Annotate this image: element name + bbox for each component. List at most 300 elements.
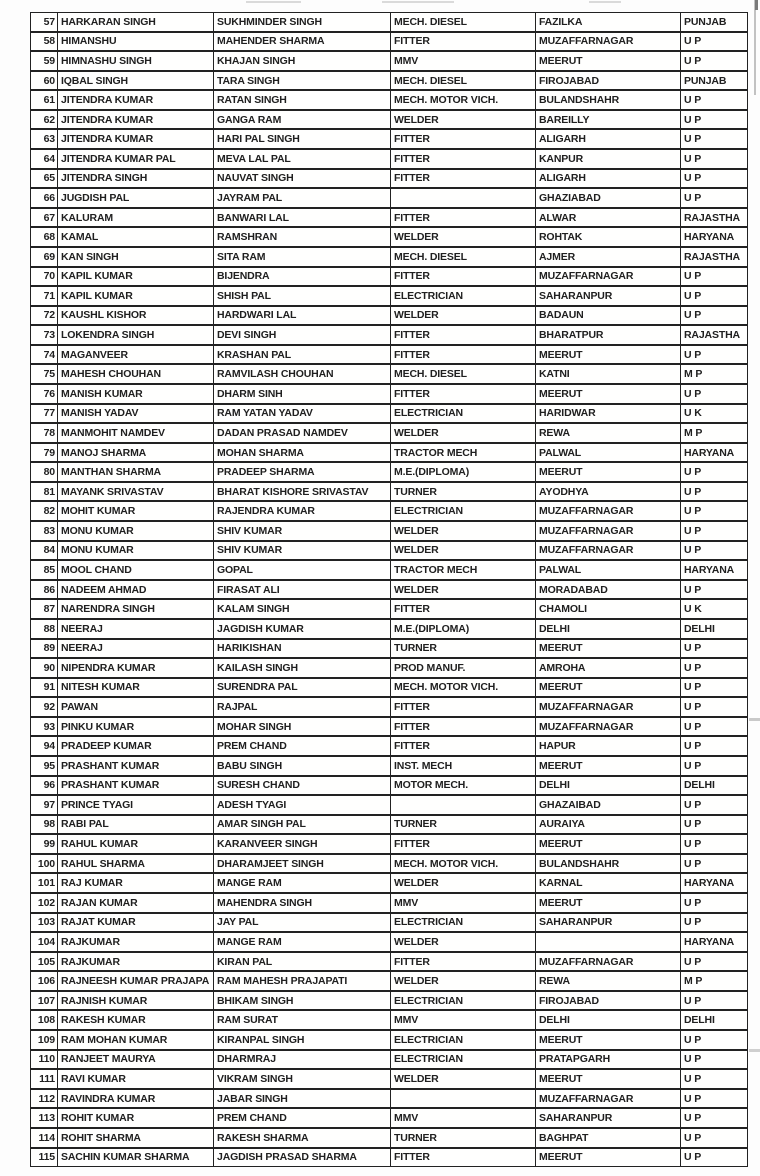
candidate-name-cell: RAKESH KUMAR: [58, 1011, 214, 1029]
father-name-cell: JAY PAL: [214, 914, 391, 932]
state-cell: U P: [684, 994, 702, 1007]
father-name-cell: RAM MAHESH PRAJAPATI: [214, 972, 391, 990]
father-name-cell: BIJENDRA: [214, 268, 391, 286]
candidate-name-cell: SACHIN KUMAR SHARMA: [58, 1149, 214, 1167]
serial-number-cell: 102: [31, 894, 58, 912]
trade-cell: FITTER: [391, 268, 536, 286]
father-name-cell: RATAN SINGH: [214, 91, 391, 109]
candidate-name-cell: LOKENDRA SINGH: [58, 326, 214, 344]
trade-cell: WELDER: [391, 1070, 536, 1088]
table-row: [30, 1089, 748, 1109]
father-name-cell: SURESH CHAND: [214, 777, 391, 795]
trade-cell: FITTER: [391, 600, 536, 618]
table-row: [30, 952, 748, 972]
candidate-name-cell: MAYANK SRIVASTAV: [58, 483, 214, 501]
candidate-name-cell: JITENDRA KUMAR: [58, 111, 214, 129]
trade-cell: WELDER: [391, 424, 536, 442]
serial-number-cell: 86: [31, 581, 58, 599]
city-cell: SAHARANPUR: [536, 287, 681, 305]
scan-artifact-top-dash: [589, 1, 621, 3]
table-row: [30, 32, 748, 52]
father-name-cell: KRASHAN PAL: [214, 346, 391, 364]
candidate-name-cell: MANOJ SHARMA: [58, 444, 214, 462]
serial-number-cell: 59: [31, 52, 58, 70]
trade-cell: FITTER: [391, 737, 536, 755]
state-cell: HARYANA: [684, 877, 735, 890]
serial-number-cell: 81: [31, 483, 58, 501]
city-cell: HAPUR: [536, 737, 681, 755]
city-cell: BADAUN: [536, 307, 681, 325]
father-name-cell: RAJPAL: [214, 698, 391, 716]
state-cell: U P: [684, 1053, 702, 1066]
serial-number-cell: 112: [31, 1090, 58, 1108]
city-cell: MEERUT: [536, 679, 681, 697]
state-cell: M P: [684, 368, 703, 381]
city-cell: GHAZAIBAD: [536, 796, 681, 814]
serial-number-cell: 64: [31, 150, 58, 168]
city-cell: DELHI: [536, 1011, 681, 1029]
trade-cell: ELECTRICIAN: [391, 1051, 536, 1069]
trade-cell: WELDER: [391, 228, 536, 246]
trade-cell: WELDER: [391, 972, 536, 990]
father-name-cell: HARDWARI LAL: [214, 307, 391, 325]
serial-number-cell: 87: [31, 600, 58, 618]
father-name-cell: BHARAT KISHORE SRIVASTAV: [214, 483, 391, 501]
state-cell: U P: [684, 583, 702, 596]
father-name-cell: RAM SURAT: [214, 1011, 391, 1029]
city-cell: PALWAL: [536, 444, 681, 462]
state-cell: U P: [684, 1073, 702, 1085]
trade-cell: FITTER: [391, 385, 536, 403]
candidate-name-cell: RAJKUMAR: [58, 933, 214, 951]
father-name-cell: DHARM SINH: [214, 385, 391, 403]
father-name-cell: ADESH TYAGI: [214, 796, 391, 814]
candidate-name-cell: HIMNASHU SINGH: [58, 52, 214, 70]
trade-cell: MECH. DIESEL: [391, 365, 536, 383]
trade-cell: FITTER: [391, 835, 536, 853]
city-cell: MUZAFFARNAGAR: [536, 268, 681, 286]
city-cell: MUZAFFARNAGAR: [536, 698, 681, 716]
candidate-name-cell: MANISH YADAV: [58, 405, 214, 423]
trade-cell: FITTER: [391, 326, 536, 344]
father-name-cell: BABU SINGH: [214, 757, 391, 775]
trade-cell: WELDER: [391, 874, 536, 892]
city-cell: MUZAFFARNAGAR: [536, 522, 681, 540]
serial-number-cell: 61: [31, 91, 58, 109]
state-cell: U P: [684, 661, 702, 674]
table-row: [30, 658, 748, 678]
city-cell: AJMER: [536, 248, 681, 266]
table-row: [30, 51, 748, 71]
father-name-cell: RAM YATAN YADAV: [214, 405, 391, 423]
serial-number-cell: 77: [31, 405, 58, 423]
city-cell: SAHARANPUR: [536, 1109, 681, 1127]
city-cell: BAREILLY: [536, 111, 681, 129]
trade-cell: MECH. DIESEL: [391, 72, 536, 90]
serial-number-cell: 79: [31, 444, 58, 462]
table-row: [30, 1148, 748, 1168]
trade-cell: ELECTRICIAN: [391, 1031, 536, 1049]
father-name-cell: RAMVILASH CHOUHAN: [214, 365, 391, 383]
candidate-name-cell: JITENDRA SINGH: [58, 170, 214, 188]
trade-cell: FITTER: [391, 1149, 536, 1167]
table-row: [30, 541, 748, 561]
candidate-name-cell: HARKARAN SINGH: [58, 13, 214, 31]
state-cell: U P: [684, 955, 702, 968]
state-cell: U P: [684, 309, 702, 322]
candidate-name-cell: RAJ KUMAR: [58, 874, 214, 892]
state-cell: U P: [684, 740, 702, 753]
city-cell: MEERUT: [536, 894, 681, 912]
table-row: [30, 169, 748, 189]
state-cell: U P: [684, 35, 702, 48]
table-row: [30, 1108, 748, 1128]
table-row: [30, 599, 748, 619]
state-cell: HARYANA: [684, 563, 735, 576]
candidate-name-cell: RANJEET MAURYA: [58, 1051, 214, 1069]
father-name-cell: RAMSHRAN: [214, 228, 391, 246]
candidate-name-cell: RAJKUMAR: [58, 953, 214, 971]
table-row: [30, 736, 748, 756]
candidate-name-cell: RAJAN KUMAR: [58, 894, 214, 912]
candidate-name-cell: MOOL CHAND: [58, 561, 214, 579]
serial-number-cell: 63: [31, 130, 58, 148]
trade-cell: TURNER: [391, 640, 536, 658]
candidate-name-cell: MONU KUMAR: [58, 522, 214, 540]
state-cell: U P: [684, 387, 702, 400]
state-cell: RAJASTHA: [684, 329, 740, 342]
father-name-cell: KALAM SINGH: [214, 600, 391, 618]
serial-number-cell: 104: [31, 933, 58, 951]
state-cell: U P: [684, 1131, 702, 1144]
serial-number-cell: 107: [31, 992, 58, 1010]
table-row: [30, 717, 748, 737]
serial-number-cell: 62: [31, 111, 58, 129]
table-row: [30, 776, 748, 796]
trade-cell: ELECTRICIAN: [391, 287, 536, 305]
state-cell: U P: [684, 1112, 702, 1125]
father-name-cell: JABAR SINGH: [214, 1090, 391, 1108]
father-name-cell: SHISH PAL: [214, 287, 391, 305]
state-cell: DELHI: [684, 779, 715, 792]
candidate-name-cell: MAGANVEER: [58, 346, 214, 364]
table-row: [30, 149, 748, 169]
trade-cell: MECH. MOTOR VICH.: [391, 679, 536, 697]
city-cell: HARIDWAR: [536, 405, 681, 423]
trade-cell: TURNER: [391, 816, 536, 834]
state-cell: PUNJAB: [684, 74, 727, 87]
trade-cell: [391, 796, 536, 814]
city-cell: MEERUT: [536, 835, 681, 853]
state-cell: U P: [684, 172, 702, 185]
state-cell: DELHI: [684, 622, 715, 635]
candidate-name-cell: JITENDRA KUMAR PAL: [58, 150, 214, 168]
trade-cell: MECH. MOTOR VICH.: [391, 855, 536, 873]
table-row: [30, 129, 748, 149]
city-cell: MUZAFFARNAGAR: [536, 33, 681, 51]
candidate-name-cell: IQBAL SINGH: [58, 72, 214, 90]
candidate-name-cell: RABI PAL: [58, 816, 214, 834]
trade-cell: FITTER: [391, 209, 536, 227]
candidate-name-cell: HIMANSHU: [58, 33, 214, 51]
scan-artifact-top-dash: [382, 1, 454, 3]
trade-cell: TURNER: [391, 483, 536, 501]
father-name-cell: GOPAL: [214, 561, 391, 579]
state-cell: U P: [684, 759, 702, 772]
table-row: [30, 795, 748, 815]
father-name-cell: HARI PAL SINGH: [214, 130, 391, 148]
table-row: [30, 404, 748, 424]
trade-cell: MECH. DIESEL: [391, 13, 536, 31]
city-cell: REWA: [536, 424, 681, 442]
city-cell: AMROHA: [536, 659, 681, 677]
father-name-cell: PRADEEP SHARMA: [214, 463, 391, 481]
candidate-name-cell: MONU KUMAR: [58, 542, 214, 560]
serial-number-cell: 67: [31, 209, 58, 227]
city-cell: CHAMOLI: [536, 600, 681, 618]
father-name-cell: PREM CHAND: [214, 1109, 391, 1127]
state-cell: U P: [684, 152, 702, 165]
father-name-cell: SURENDRA PAL: [214, 679, 391, 697]
state-cell: U P: [684, 1033, 702, 1046]
trade-cell: WELDER: [391, 933, 536, 951]
city-cell: AYODHYA: [536, 483, 681, 501]
table-row: [30, 1128, 748, 1148]
city-cell: ROHTAK: [536, 228, 681, 246]
city-cell: AURAIYA: [536, 816, 681, 834]
trade-cell: TURNER: [391, 1129, 536, 1147]
city-cell: MUZAFFARNAGAR: [536, 718, 681, 736]
city-cell: DELHI: [536, 777, 681, 795]
trade-cell: MOTOR MECH.: [391, 777, 536, 795]
table-row: [30, 227, 748, 247]
candidate-name-cell: ROHIT KUMAR: [58, 1109, 214, 1127]
state-cell: U P: [684, 54, 702, 67]
trade-cell: FITTER: [391, 953, 536, 971]
trade-cell: FITTER: [391, 718, 536, 736]
serial-number-cell: 106: [31, 972, 58, 990]
father-name-cell: BANWARI LAL: [214, 209, 391, 227]
table-row: [30, 501, 748, 521]
city-cell: MEERUT: [536, 640, 681, 658]
father-name-cell: HARIKISHAN: [214, 640, 391, 658]
candidate-name-cell: NITESH KUMAR: [58, 679, 214, 697]
candidate-name-cell: RAM MOHAN KUMAR: [58, 1031, 214, 1049]
serial-number-cell: 68: [31, 228, 58, 246]
trade-cell: M.E.(DIPLOMA): [391, 463, 536, 481]
table-row: [30, 286, 748, 306]
city-cell: SAHARANPUR: [536, 914, 681, 932]
serial-number-cell: 80: [31, 463, 58, 481]
trade-cell: INST. MECH: [391, 757, 536, 775]
table-row: [30, 834, 748, 854]
serial-number-cell: 83: [31, 522, 58, 540]
father-name-cell: MANGE RAM: [214, 933, 391, 951]
state-cell: U P: [684, 466, 702, 479]
father-name-cell: MAHENDRA SINGH: [214, 894, 391, 912]
state-cell: PUNJAB: [684, 15, 727, 28]
serial-number-cell: 82: [31, 502, 58, 520]
candidate-name-cell: KAMAL: [58, 228, 214, 246]
state-cell: U P: [684, 524, 702, 537]
candidate-name-cell: RAJNEESH KUMAR PRAJAPA: [58, 972, 214, 990]
table-row: [30, 247, 748, 267]
state-cell: RAJASTHA: [684, 250, 740, 263]
table-row: [30, 267, 748, 287]
scan-artifact-right-dash: [749, 1049, 760, 1052]
serial-number-cell: 57: [31, 13, 58, 31]
serial-number-cell: 98: [31, 816, 58, 834]
trade-cell: MMV: [391, 1011, 536, 1029]
trade-cell: TRACTOR MECH: [391, 561, 536, 579]
table-row: [30, 364, 748, 384]
serial-number-cell: 70: [31, 268, 58, 286]
candidate-name-cell: NADEEM AHMAD: [58, 581, 214, 599]
serial-number-cell: 113: [31, 1109, 58, 1127]
serial-number-cell: 71: [31, 287, 58, 305]
table-row: [30, 384, 748, 404]
table-row: [30, 482, 748, 502]
table-row: [30, 560, 748, 580]
city-cell: MEERUT: [536, 463, 681, 481]
city-cell: MUZAFFARNAGAR: [536, 502, 681, 520]
candidate-name-cell: JITENDRA KUMAR: [58, 130, 214, 148]
city-cell: MEERUT: [536, 385, 681, 403]
city-cell: MEERUT: [536, 1149, 681, 1167]
trade-cell: WELDER: [391, 111, 536, 129]
state-cell: U P: [684, 916, 702, 929]
state-cell: U K: [684, 407, 702, 420]
state-cell: U P: [684, 642, 702, 655]
candidate-name-cell: KAPIL KUMAR: [58, 287, 214, 305]
candidate-name-cell: KAPIL KUMAR: [58, 268, 214, 286]
table-row: [30, 188, 748, 208]
serial-number-cell: 114: [31, 1129, 58, 1147]
table-row: [30, 521, 748, 541]
serial-number-cell: 85: [31, 561, 58, 579]
serial-number-cell: 58: [31, 33, 58, 51]
candidate-name-cell: PRINCE TYAGI: [58, 796, 214, 814]
serial-number-cell: 92: [31, 698, 58, 716]
serial-number-cell: 94: [31, 737, 58, 755]
serial-number-cell: 60: [31, 72, 58, 90]
father-name-cell: AMAR SINGH PAL: [214, 816, 391, 834]
trade-cell: FITTER: [391, 170, 536, 188]
father-name-cell: KIRAN PAL: [214, 953, 391, 971]
table-row: [30, 90, 748, 110]
state-cell: U P: [684, 1151, 702, 1164]
table-row: [30, 462, 748, 482]
state-cell: RAJASTHA: [684, 211, 740, 224]
trade-cell: MECH. MOTOR VICH.: [391, 91, 536, 109]
state-cell: U P: [684, 289, 702, 302]
trade-cell: FITTER: [391, 150, 536, 168]
scan-artifact-right-line: [754, 0, 756, 95]
candidate-name-cell: RAJNISH KUMAR: [58, 992, 214, 1010]
serial-number-cell: 69: [31, 248, 58, 266]
father-name-cell: MANGE RAM: [214, 874, 391, 892]
serial-number-cell: 111: [31, 1070, 58, 1088]
state-cell: U P: [684, 348, 702, 361]
scan-artifact-right-dash: [749, 718, 760, 721]
candidate-name-cell: PINKU KUMAR: [58, 718, 214, 736]
state-cell: U P: [684, 94, 702, 107]
state-cell: U P: [684, 681, 702, 694]
table-row: [30, 1010, 748, 1030]
city-cell: FAZILKA: [536, 13, 681, 31]
trade-cell: FITTER: [391, 698, 536, 716]
serial-number-cell: 84: [31, 542, 58, 560]
serial-number-cell: 78: [31, 424, 58, 442]
candidate-name-cell: MANISH KUMAR: [58, 385, 214, 403]
trade-cell: FITTER: [391, 130, 536, 148]
trade-cell: ELECTRICIAN: [391, 992, 536, 1010]
state-cell: HARYANA: [684, 935, 735, 948]
trade-cell: MECH. DIESEL: [391, 248, 536, 266]
father-name-cell: MOHAN SHARMA: [214, 444, 391, 462]
city-cell: GHAZIABAD: [536, 189, 681, 207]
father-name-cell: JAGDISH PRASAD SHARMA: [214, 1149, 391, 1167]
state-cell: U P: [684, 191, 702, 204]
state-cell: U P: [684, 857, 702, 870]
father-name-cell: NAUVAT SINGH: [214, 170, 391, 188]
serial-number-cell: 108: [31, 1011, 58, 1029]
scan-artifact-right-line: [755, 0, 758, 10]
father-name-cell: FIRASAT ALI: [214, 581, 391, 599]
table-row: [30, 1030, 748, 1050]
city-cell: DELHI: [536, 620, 681, 638]
city-cell: MUZAFFARNAGAR: [536, 953, 681, 971]
city-cell: BHARATPUR: [536, 326, 681, 344]
serial-number-cell: 93: [31, 718, 58, 736]
city-cell: ALWAR: [536, 209, 681, 227]
serial-number-cell: 73: [31, 326, 58, 344]
table-row: [30, 854, 748, 874]
serial-number-cell: 90: [31, 659, 58, 677]
city-cell: ALIGARH: [536, 170, 681, 188]
candidate-name-cell: NEERAJ: [58, 620, 214, 638]
serial-number-cell: 72: [31, 307, 58, 325]
candidate-name-cell: MANMOHIT NAMDEV: [58, 424, 214, 442]
trade-cell: M.E.(DIPLOMA): [391, 620, 536, 638]
trade-cell: FITTER: [391, 33, 536, 51]
table-row: [30, 815, 748, 835]
candidate-name-cell: PRASHANT KUMAR: [58, 777, 214, 795]
table-row: [30, 756, 748, 776]
candidate-name-cell: RAHUL SHARMA: [58, 855, 214, 873]
city-cell: BAGHPAT: [536, 1129, 681, 1147]
serial-number-cell: 88: [31, 620, 58, 638]
candidate-name-cell: RAHUL KUMAR: [58, 835, 214, 853]
trade-cell: WELDER: [391, 307, 536, 325]
candidate-name-cell: PRADEEP KUMAR: [58, 737, 214, 755]
candidate-name-cell: RAVI KUMAR: [58, 1070, 214, 1088]
father-name-cell: MEVA LAL PAL: [214, 150, 391, 168]
candidate-name-cell: MANTHAN SHARMA: [58, 463, 214, 481]
father-name-cell: KHAJAN SINGH: [214, 52, 391, 70]
table-row: [30, 443, 748, 463]
city-cell: MEERUT: [536, 1070, 681, 1088]
serial-number-cell: 99: [31, 835, 58, 853]
father-name-cell: BHIKAM SINGH: [214, 992, 391, 1010]
candidate-name-cell: NIPENDRA KUMAR: [58, 659, 214, 677]
state-cell: U P: [684, 818, 702, 831]
father-name-cell: PREM CHAND: [214, 737, 391, 755]
state-cell: U P: [684, 133, 702, 146]
father-name-cell: RAJENDRA KUMAR: [214, 502, 391, 520]
table-row: [30, 991, 748, 1011]
candidate-list-table: [30, 12, 748, 1167]
